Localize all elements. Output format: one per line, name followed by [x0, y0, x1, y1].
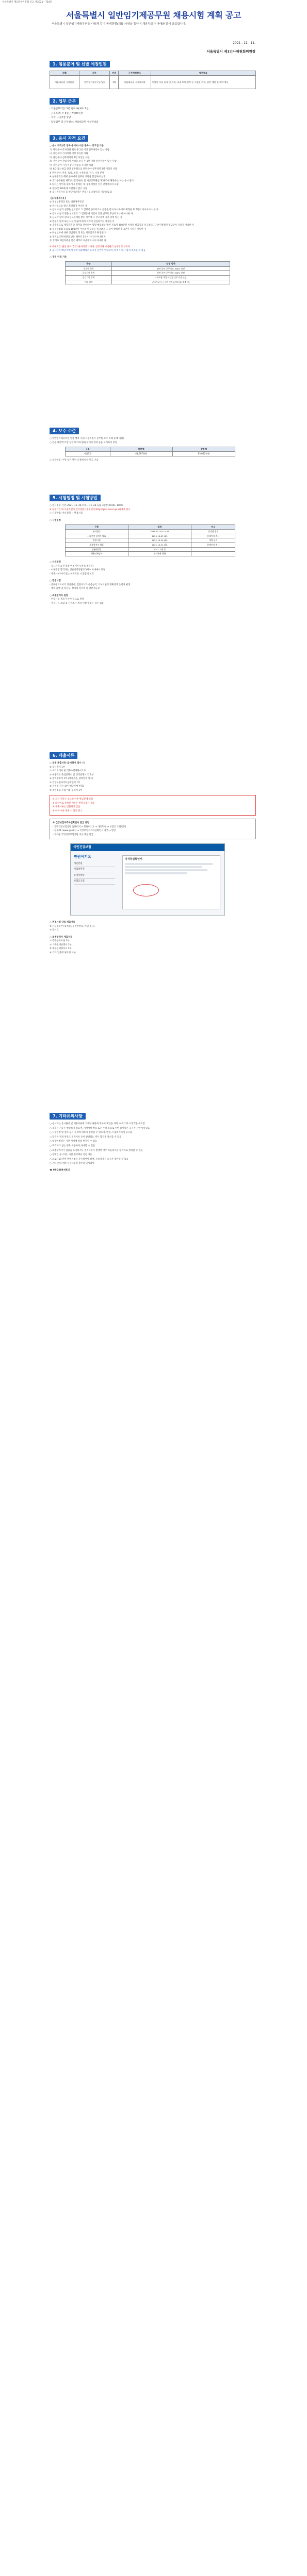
table-header: 상한액	[172, 447, 235, 452]
list-item: ② 응시표	[50, 929, 59, 932]
table-header: 업무개요	[151, 71, 255, 76]
table-cell: 채용신체검사	[66, 552, 128, 556]
menu-item: 개인민원	[74, 861, 115, 867]
list-item: - 공무원으로서의 정신자세, 전문지식과 응용능력, 의사표현의 정확성과 논리성 평정	[50, 583, 131, 586]
table-cell	[191, 547, 235, 552]
list-item: - 예의·품행 및 성실성, 창의력·의지력 및 발전가능성	[50, 587, 100, 590]
list-item: ⑧ 성폭력범죄 등으로 100만원 이상의 벌금형을 선고받고 그 형이 확정된 후 3년이 지나지 아니한 자	[50, 228, 147, 231]
placeholder-bar	[125, 866, 202, 868]
list-item: ○ 시험일정 및 장소 등은 사정에 의하여 변경될 수 있으며, 변경 시 홈페이지에 공고함	[50, 1131, 132, 1134]
list-item: ⑥ 법원의 판결 또는 다른 법률에 따라 자격이 상실되거나 정지된 자	[50, 220, 115, 223]
placeholder-bar	[125, 863, 213, 865]
table-cell: 관련 분야 근무기간 100% 인정	[112, 266, 230, 271]
list-item: 가. 관련분야 학사학위 취득 후 2년 이상 실무경력이 있는 사람	[50, 148, 110, 151]
list-item: ① 응시원서 1부	[50, 766, 66, 769]
subsection-heading: ○ 서류전형	[50, 561, 61, 564]
table-cell: 홈페이지 게시	[191, 543, 235, 548]
menu-item: 보험료조회	[74, 879, 115, 885]
subsection-heading: ○ 최종합격자 제출서류	[50, 936, 73, 939]
placeholder-bar	[125, 872, 187, 874]
list-item: ⑤ 금고 이상의 형의 선고유예를 받은 경우에 그 선고유예 기간 중에 있는 자	[50, 216, 122, 219]
content-panel	[122, 855, 220, 909]
brand-label: 민원여기요	[74, 855, 91, 859]
site-header: 국민건강보험	[71, 844, 224, 851]
list-item: · 근무조건: 주 5일 근무(40시간)	[50, 112, 84, 115]
table-cell: 시설7급	[66, 452, 110, 456]
list-item: ※ 실무경력은 해당 분야에서 근무한 기간을 합산하여 산정	[50, 176, 106, 179]
list-item: 마. 관련분야 기사 이상 자격증을 소지한 사람	[50, 164, 93, 167]
list-item: ○ 제출된 서류는 반환하지 않으며, 기재사항 착오 또는 누락 등으로 인한 불이익은 응시자 본인에게 있음	[50, 1127, 150, 1130]
table-cell: 2021.12.14.(화)	[128, 538, 191, 543]
list-item: ③ 금고 이상의 실형을 선고받고 그 집행이 종료되거나 집행을 받지 아니하기로 확정된 후 5년이 지나지 아니한 자	[50, 209, 159, 212]
table-cell: 개별 통지	[191, 538, 235, 543]
list-item: ③ 채용신체검사서 1부	[50, 947, 72, 951]
table-cell	[191, 552, 235, 556]
table-cell: 1명	[110, 76, 119, 89]
list-item: ※ 제출서류는 반환하지 않음	[53, 806, 80, 809]
list-item: ② 파산선고를 받고 복권되지 아니한 자	[50, 205, 87, 208]
list-item: ※ 관련분야: 건축, 토목, 조경, 시설관리, 전기, 기계 분야	[50, 172, 104, 175]
list-item: ○ 임용예정일은 기관 사정에 따라 변경될 수 있음	[50, 1140, 98, 1143]
section-4	[50, 428, 256, 463]
list-item: ○ 성과연봉, 수당 등은 관련 규정에 따라 별도 지급	[50, 459, 99, 462]
table-header: 비고	[191, 525, 235, 530]
list-item: ② 자기소개서 및 직무수행계획서 1부	[50, 770, 86, 773]
schedule-table	[65, 524, 235, 556]
career-table	[65, 261, 230, 284]
list-item: ③ 최종학교 졸업증명서 및 성적증명서 각 1부	[50, 773, 94, 776]
list-item: ① 주민등록초본 1부	[50, 940, 70, 943]
list-item: · 직급: 시설7급 상당	[50, 116, 71, 120]
list-item: ○ 시험방법: 서류전형 → 면접시험	[50, 512, 83, 515]
list-item: - 가까운 국민건강보험공단 지사 방문 발급	[53, 833, 93, 836]
table-cell: 41,697천원	[110, 452, 172, 456]
list-item: ④ 금고 이상의 형을 선고받고 그 집행유예 기간이 끝난 날부터 2년이 지나지 아니한 자	[50, 212, 133, 215]
table-cell: 공무원 경력	[66, 266, 112, 271]
header	[0, 9, 307, 21]
box-title: ※ 건강보험자격득실확인서 발급 방법	[53, 822, 89, 825]
table-header: 근무예정장소	[119, 71, 151, 76]
highlight-circle	[133, 884, 159, 896]
placeholder-bar	[125, 869, 207, 871]
list-item: - 면접시험 결과 우수자 순으로 결정	[50, 598, 84, 601]
note-heading: 【응시결격사유】	[50, 197, 67, 200]
section-3-title: 3. 응시 자격 요건	[50, 135, 88, 142]
list-item: ※ 외국어로 작성된 서류는 번역공증본 제출	[53, 802, 94, 805]
section-3	[50, 135, 256, 284]
subsection-heading: ○ 시험일정	[50, 519, 61, 522]
section-7-title: 7. 기타유의사항	[50, 1113, 86, 1120]
list-item: ⑥ 자격증 사본 1부 (해당자에 한함)	[50, 785, 84, 788]
table-cell: 2021.11.24~11.26	[128, 530, 191, 534]
section-6-title: 6. 제출서류	[50, 752, 77, 759]
intro-text: 서울특별시 일반임기제공무원을 다음과 같이 공개경쟁(채용)시험을 통하여 채용하고자 아래와 같이 공고합니다.	[52, 23, 186, 26]
table-cell: 서류전형 합격자 발표	[66, 534, 128, 538]
list-item: ⑦ 공무원으로 재직기간 중 직무와 관련하여 횡령·배임죄를 범한 자로서 300만원 이상의 벌금형을 선고받고 그 형이 확정된 후 2년이 지나지 아니한 자	[50, 224, 195, 227]
list-item: ④ 기타 임용에 필요한 서류	[50, 951, 76, 954]
section-4-title: 4. 보수 수준	[50, 428, 79, 434]
list-item: ○ 기타 문의사항: 서울대공원 총무과 인사담당	[50, 1162, 94, 1165]
menu-item: 사업장민원	[74, 867, 115, 873]
table-header: 구분	[66, 525, 128, 530]
table-header: 직렬	[50, 71, 79, 76]
list-item: ※ 응시결격사유 등 판단기준일은 면접시험 최종일을 기준으로 함	[50, 191, 112, 194]
table-cell: 동물원 시설 유지 및 관리, 조경·토목·건축 등 시설물 관리, 관련 예산 및 계약 업무	[151, 76, 255, 89]
subsection-heading: ○ 면접시험	[50, 580, 61, 583]
table-cell: 임용예정일	[66, 547, 128, 552]
table-cell: 4대보험 가입 사업장 근무기간 인정	[112, 275, 230, 280]
panel-title: 자격득실확인서	[125, 858, 142, 861]
list-item: ※ 접수기간 내 서울특별시 인터넷원서접수센터(http://gosi.seoul.go.kr)에서 접수	[50, 508, 131, 511]
list-item: ⑪ 징계로 해임처분을 받은 때부터 3년이 지나지 아니한 자	[50, 240, 106, 243]
section-1-title: 1. 임용분야 및 선발 예정인원	[50, 61, 110, 67]
table-header: 직무	[79, 71, 109, 76]
section-5	[50, 495, 256, 605]
responsibility-note: ※ 응시자격 해당 여부에 대한 입증책임은 응시자 본인에게 있으며, 허위기재 시 합격 취소될 수 있음	[50, 249, 146, 252]
table-cell: 2021.12.07.(화)	[128, 534, 191, 538]
list-item: ○ 장애인 응시자는 시험 편의제공 신청 가능	[50, 1154, 92, 1157]
table-header: 구분	[66, 262, 112, 266]
list-item: ○ 코로나19 관련 방역지침을 준수하여야 하며, 유증상자는 응시가 제한될 수 있음	[50, 1158, 128, 1161]
list-item: - 제출서류 미비 또는 허위작성 시 불합격 처리	[50, 572, 94, 575]
list-item: ① 신분증 (주민등록증, 운전면허증, 여권 중 1)	[50, 925, 95, 928]
list-item: ⑩ 징계로 파면처분을 받은 때부터 5년이 지나지 아니한 자	[50, 235, 106, 239]
list-item: - 응시자격 요건 충족 여부 판단 (적격/부적격)	[50, 565, 94, 568]
section-2-title: 2. 업무 근무	[50, 98, 79, 105]
table-header: 인정 범위	[112, 262, 230, 266]
section-1	[50, 61, 256, 89]
table-cell: 기타 경력	[66, 280, 112, 284]
menu-item: 증명서발급	[74, 873, 115, 879]
table-cell: 관련 분야 근무기간 100% 인정	[112, 271, 230, 276]
salary-table	[65, 447, 235, 456]
table-cell: 홈페이지 게시	[191, 534, 235, 538]
table-cell: 근로자로서 근무한 기간 (증빙서류 제출 시)	[112, 280, 230, 284]
list-item: ④ 경력증명서 1부 (재직기간, 담당업무 명시)	[50, 777, 93, 781]
list-item: 바. 8급 또는 8급 상당 공무원으로 관련분야 실무경력 2년 이상인 사람	[50, 168, 118, 171]
page-title: 서울특별시 일반임기제공무원 채용시험 계획 공고	[66, 10, 241, 20]
list-item: - 정부24 (www.gov.kr) → 건강보험자격득실확인서 검색 → 발급	[53, 829, 116, 833]
section-2	[50, 98, 256, 125]
table-header: 일정	[128, 525, 191, 530]
list-item: · 기본근무기간: 5년 범위 내(최초 2년)	[50, 108, 90, 110]
notes-box	[50, 795, 256, 816]
site-menu	[74, 861, 115, 885]
list-item: - 서류전형 합격자는 선발예정인원의 3배수 이내에서 결정	[50, 569, 105, 572]
list-item: ⑤ 건강보험자격득실확인서 1부	[50, 781, 80, 784]
subsection-heading: ○ 경력 인정 기준	[50, 256, 67, 259]
list-item: ⑦ 개인정보 수집·이용 동의서 1부	[50, 789, 83, 792]
issuer: 서울특별시 제1인사위원회위원장	[206, 49, 255, 54]
list-item: ※ 정년(만 60세)에 도달하지 않은 사람	[50, 187, 88, 190]
list-item: · 담당업무 및 근무장소: 서울대공원 시설관리과	[50, 121, 99, 124]
top-note: 서울특별시 제1인사위원회 공고 제2021 - 724호	[2, 1, 52, 4]
table-cell: 원서접수	[66, 530, 128, 534]
recruit-table	[50, 71, 256, 89]
table-cell: 서울대공원 시설관리과	[119, 76, 151, 89]
list-item: ○ 적격자가 없는 경우 채용하지 아니할 수 있음	[50, 1144, 95, 1147]
list-item: ○ 연봉 하한액 이상 상한액 이하 범위 내에서 경력 등을 고려하여 결정	[50, 441, 117, 444]
table-header: 구분	[66, 447, 110, 452]
table-cell: 합격자에 한함	[128, 552, 191, 556]
list-item: 나. 관련분야 석사학위 이상 취득한 사람	[50, 152, 88, 156]
list-item: 라. 관련분야 산업기사 자격증 소지 후 3년 이상 실무경력이 있는 사람	[50, 160, 117, 163]
section-7	[50, 1113, 256, 1173]
list-item: ① 피성년후견인 또는 피한정후견인	[50, 201, 84, 204]
issuance-box	[50, 819, 256, 839]
list-item: ○ 합격자 결정 후라도 결격사유 등이 발견되는 경우 합격을 취소할 수 있음	[50, 1136, 122, 1139]
section-6	[50, 752, 256, 955]
list-item: ※ 모든 서류는 공고일 이후 발급분에 한함	[53, 798, 93, 801]
table-cell: 63,052천원	[172, 452, 235, 456]
list-item: ○ 일반임기제공무원 연봉 책정 기준(서울특별시 공무원 보수 조례 등에 의함)	[50, 437, 124, 440]
list-item: ○ 응시자는 응시원서 및 제출서류에 기재한 내용에 대하여 책임을 지며, 허위기재 시 합격을 취소함	[50, 1123, 145, 1125]
list-item: ○ 원서접수 기간: 2021. 11. 24.(수) ~ 11. 26.(금), 3일간 09:00~18:00	[50, 504, 123, 507]
section-5-title: 5. 시험일정 및 시험방법	[50, 495, 101, 501]
list-item: 다. 관련분야 실무경력이 4년 이상인 사람	[50, 156, 90, 159]
list-item: - 결격사유 조회 및 신원조사 결과 이상이 없는 경우 임용	[50, 602, 104, 605]
table-cell: 서울대공원 시설관리	[50, 76, 79, 89]
table-cell: 인터넷 접수	[191, 530, 235, 534]
list-item: ⑨ 미성년자에 대한 성범죄로 형 또는 치료감호가 확정된 자	[50, 232, 107, 235]
list-item: ※ 남자는 병역을 필하거나 면제된 자 (임용예정일 이전 전역예정자 포함)	[50, 183, 120, 187]
list-item: - 국민건강보험공단 홈페이지 → 민원여기요 → 개인민원 → 보험료 조회/신청	[53, 825, 126, 828]
subsection-heading: ○ 면접시험 당일 제출서류	[50, 921, 75, 924]
table-cell: 2022. 1월 중	[128, 547, 191, 552]
table-cell: 일반임기제 (시설7급)	[79, 76, 109, 89]
table-cell: 민간기업 경력	[66, 275, 112, 280]
subsection-heading: ○ 응시 자격 (각 항목 중 하나 이상 충족) - 공고일 기준	[50, 145, 104, 147]
table-header: 인원	[110, 71, 119, 76]
table-cell: 공공기관 경력	[66, 271, 112, 276]
list-item: ○ 최종합격자가 임용을 포기하거나 결격사유가 발생한 경우 차순위자를 합격자로 결정할 수 있음	[50, 1149, 143, 1152]
table-cell: 면접시험	[66, 538, 128, 543]
table-cell: 최종합격자 발표	[66, 543, 128, 548]
list-item: ② 가족관계증명서 1부	[50, 943, 72, 946]
list-item: ※ 허위 서류 제출 시 합격 취소	[53, 809, 83, 812]
table-header: 하한액	[110, 447, 172, 452]
notice-date: 2021 . 11 . 11.	[233, 41, 255, 45]
contact-phone: ☎ 02-2188-6917	[50, 1168, 71, 1172]
subsection-heading: ○ 공통 제출서류 (응시원서 접수 시)	[50, 762, 86, 765]
table-cell: 2021.12.21.(화)	[128, 543, 191, 548]
list-item: ※ 국가공무원법 제33조(결격사유) 및 지방공무원법 제31조에 해당하는 자는 응시 불가	[50, 179, 134, 182]
subsection-heading: ○ 최종합격자 결정	[50, 594, 68, 597]
preference-note: ※ 우대요건: 관련 분야 국가기술자격증 소지자, 공공기관 시설관리 실무경력 보유자	[50, 245, 130, 248]
website-screenshot	[70, 843, 225, 916]
